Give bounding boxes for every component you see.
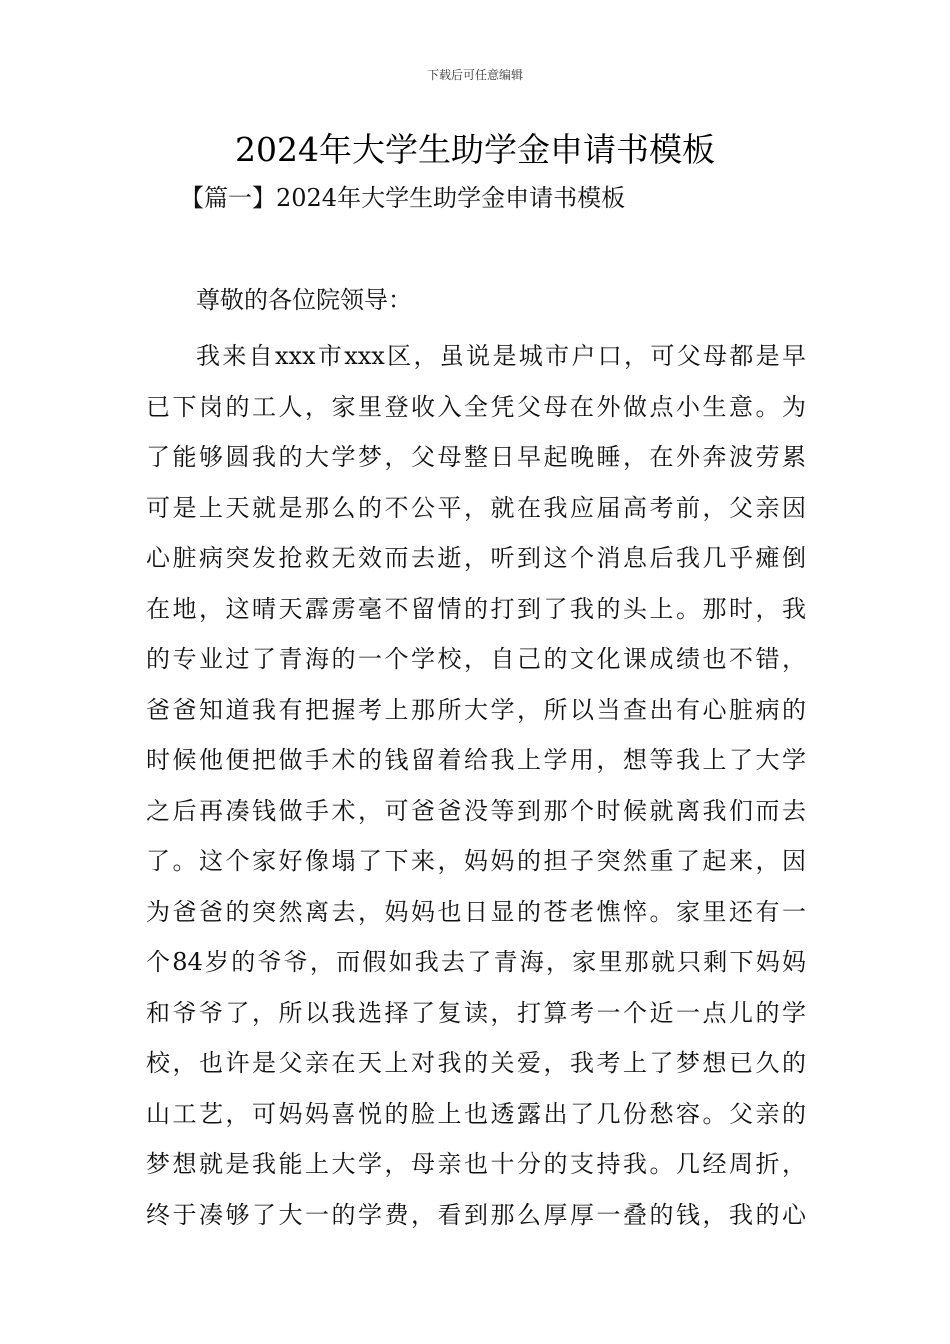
body-line: 校，也许是父亲在天上对我的关爱，我考上了梦想已久的 <box>146 1049 806 1077</box>
body-line: 已下岗的工人，家里登收入全凭父母在外做点小生意。为 <box>146 392 806 421</box>
body-line: 梦想就是我能上大学，母亲也十分的支持我。几经周折， <box>146 1150 806 1178</box>
body-paragraph <box>146 331 806 1240</box>
body-line: 之后再凑钱做手术，可爸爸没等到那个时候就离我们而去 <box>146 796 806 825</box>
body-line: 时候他便把做手术的钱留着给我上学用，想等我上了大学 <box>146 746 806 774</box>
body-line: 了能够圆我的大学梦，父母整日早起晚睡，在外奔波劳累 <box>146 443 806 471</box>
body-line: 终于凑够了大一的学费，看到那么厚厚一叠的钱，我的心 <box>146 1200 806 1229</box>
document-title: 2024年大学生助学金申请书模板 <box>235 130 715 169</box>
body-line: 的专业过了青海的一个学校，自己的文化课成绩也不错， <box>146 645 806 673</box>
section-subtitle: 【篇一】2024年大学生助学金申请书模板 <box>180 184 626 212</box>
body-line: 可是上天就是那么的不公平，就在我应届高考前，父亲因 <box>146 493 806 522</box>
body-line: 和爷爷了，所以我选择了复读，打算考一个近一点儿的学 <box>146 998 806 1027</box>
body-line: 为爸爸的突然离去，妈妈也日显的苍老憔悴。家里还有一 <box>146 897 806 926</box>
header-note: 下载后可任意编辑 <box>426 68 523 82</box>
body-line: 个84岁的爷爷，而假如我去了青海，家里那就只剩下妈妈 <box>146 948 806 976</box>
body-line: 山工艺，可妈妈喜悦的脸上也透露出了几份愁容。父亲的 <box>146 1099 806 1128</box>
body-line: 心脏病突发抢救无效而去逝，听到这个消息后我几乎瘫倒 <box>146 544 806 572</box>
salutation: 尊敬的各位院领导： <box>196 286 412 314</box>
body-line: 爸爸知道我有把握考上那所大学，所以当查出有心脏病的 <box>146 695 806 724</box>
body-line: 我来自xxx市xxx区，虽说是城市户口，可父母都是早 <box>196 342 806 370</box>
body-line: 了。这个家好像塌了下来，妈妈的担子突然重了起来，因 <box>146 847 806 875</box>
body-line: 在地，这晴天霹雳毫不留情的打到了我的头上。那时，我 <box>146 594 806 623</box>
